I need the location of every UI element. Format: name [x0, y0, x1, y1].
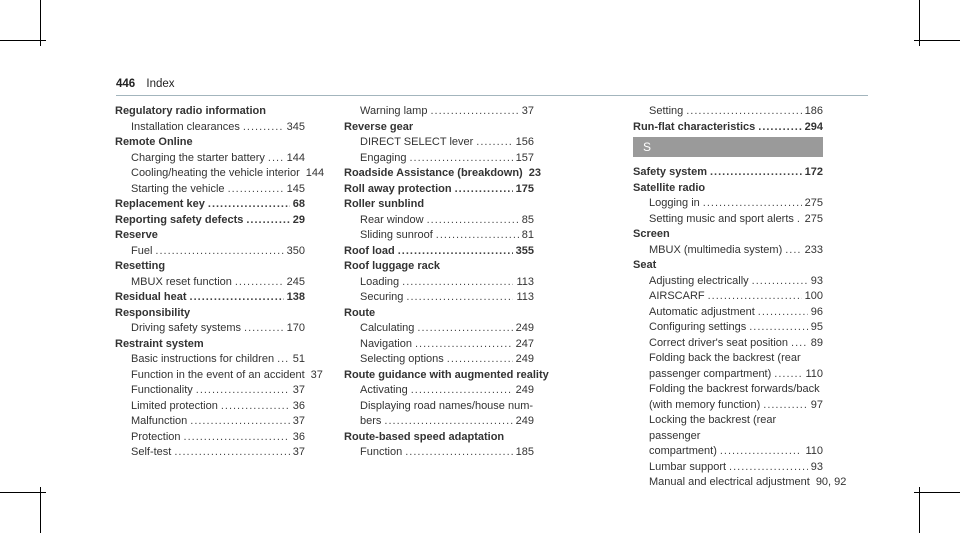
entry-text: Selecting options	[360, 353, 444, 365]
index-subentry[interactable]	[115, 399, 305, 415]
entry-text: Securing	[360, 291, 404, 303]
page-reference[interactable]: 113	[516, 275, 534, 288]
entry-text: Automatic adjustment	[649, 305, 755, 318]
page-header	[116, 78, 175, 90]
index-subentry[interactable]	[115, 352, 305, 368]
entry-text: Residual heat	[115, 291, 187, 303]
page-reference[interactable]: 172	[804, 166, 823, 178]
index-subentry[interactable]	[344, 228, 534, 244]
index-subentry[interactable]	[115, 151, 305, 167]
entry-text: passenger compartment)	[649, 367, 772, 380]
entry-text: Rear window	[360, 213, 424, 226]
dot-leader	[710, 165, 802, 181]
page-reference[interactable]: 175	[515, 182, 534, 195]
entry-text: Setting music and sport alerts	[649, 212, 794, 225]
page-reference[interactable]: 37	[521, 105, 534, 117]
entry-text: Seat	[633, 259, 657, 271]
index-entry-heading	[633, 227, 823, 243]
entry-text: Lumbar support	[649, 460, 727, 473]
index-column-1	[115, 104, 325, 461]
index-subentry[interactable]	[115, 430, 305, 446]
entry-text: bers	[360, 415, 382, 427]
dot-leader	[235, 275, 284, 291]
page-reference[interactable]: 97	[810, 398, 823, 411]
entry-text: Basic instructions for children	[131, 353, 275, 365]
dot-leader	[752, 274, 808, 290]
index-subentry[interactable]	[633, 460, 823, 476]
entry-text: Remote Online	[115, 136, 193, 148]
index-entry-heading[interactable]	[633, 120, 823, 136]
page-reference[interactable]: 93	[810, 460, 823, 473]
page-reference[interactable]: 89	[810, 336, 823, 349]
index-subentry[interactable]	[344, 151, 534, 167]
entry-text: Loading	[360, 275, 400, 288]
index-entry-heading	[344, 120, 534, 136]
entry-text: Reserve	[115, 229, 158, 241]
dot-leader	[447, 352, 513, 368]
index-subentry[interactable]	[115, 244, 305, 260]
page-reference[interactable]: 156	[515, 136, 534, 148]
dot-leader	[430, 104, 518, 120]
index-subentry[interactable]	[115, 383, 305, 399]
dot-leader	[184, 430, 290, 446]
index-entry-heading[interactable]	[115, 213, 305, 229]
page-reference[interactable]: 170	[286, 322, 305, 334]
entry-text: Sliding sunroof	[360, 229, 433, 241]
index-entry-heading[interactable]	[344, 182, 534, 198]
dot-leader	[228, 182, 284, 198]
page-reference[interactable]: 29	[292, 213, 305, 226]
page-reference[interactable]: 275	[804, 197, 823, 209]
dot-leader	[686, 104, 801, 120]
entry-text: (with memory function)	[649, 398, 761, 411]
letter-section-heading: S	[633, 137, 823, 157]
index-subentry[interactable]	[633, 367, 823, 383]
index-subentry[interactable]	[115, 368, 323, 384]
page-reference[interactable]: 96	[810, 305, 823, 318]
entry-text: Roll away protection	[344, 182, 452, 195]
index-entry-heading[interactable]	[115, 290, 305, 306]
index-subentry[interactable]	[344, 352, 534, 368]
page-reference[interactable]: 51	[292, 353, 305, 365]
entry-text: Responsibility	[115, 306, 191, 319]
entry-text: Route-based speed adaptation	[344, 430, 505, 443]
index-entry-heading	[344, 368, 549, 384]
dot-leader	[406, 290, 513, 306]
index-subentry[interactable]	[344, 337, 534, 353]
dot-leader	[791, 336, 808, 352]
dot-leader	[729, 460, 808, 476]
entry-text: Manual and electrical adjustment	[649, 476, 810, 488]
entry-text: Restraint system	[115, 337, 204, 350]
entry-text: Roadside Assistance (breakdown)	[344, 167, 523, 179]
page-reference[interactable]: 36	[292, 430, 305, 443]
dot-leader	[427, 213, 519, 229]
page-reference[interactable]: 245	[286, 275, 305, 288]
entry-text: Roof luggage rack	[344, 260, 440, 272]
entry-text: Functionality	[131, 384, 193, 396]
page-reference[interactable]: 186	[804, 105, 823, 117]
entry-text: Self-test	[131, 446, 172, 458]
page-reference[interactable]: 36	[292, 399, 305, 412]
dot-leader	[243, 120, 284, 136]
entry-text: Adjusting electrically	[649, 274, 749, 287]
dot-leader	[703, 196, 802, 212]
index-entry-heading[interactable]	[344, 244, 534, 260]
entry-text: Configuring settings	[649, 321, 747, 333]
entry-text: Warning lamp	[360, 105, 428, 117]
page-reference[interactable]: 113	[516, 291, 534, 303]
dot-leader	[268, 151, 284, 167]
index-subentry[interactable]	[633, 274, 823, 290]
dot-leader	[785, 243, 801, 259]
entry-text: Malfunction	[131, 415, 188, 427]
index-subentry[interactable]	[115, 321, 305, 337]
entry-text: Regulatory radio information	[115, 105, 266, 117]
dot-leader	[190, 290, 284, 306]
dot-leader	[398, 244, 513, 260]
index-subentry[interactable]	[115, 120, 305, 136]
entry-text: Correct driver's seat position	[649, 336, 789, 349]
entry-text: Driving safety systems	[131, 322, 242, 334]
page-reference[interactable]: 350	[286, 244, 305, 257]
page-reference[interactable]: 144	[286, 151, 305, 164]
entry-text: Reporting safety defects	[115, 213, 244, 226]
dot-leader	[221, 399, 290, 415]
page-reference[interactable]: 233	[804, 243, 823, 256]
dot-leader	[774, 367, 802, 383]
entry-text: Satellite radio	[633, 181, 706, 194]
entry-text: Calculating	[360, 322, 415, 334]
entry-text: MBUX (multimedia system)	[649, 243, 783, 256]
index-subentry[interactable]	[344, 290, 534, 306]
index-subentry[interactable]	[344, 104, 534, 120]
entry-text: Engaging	[360, 151, 407, 164]
entry-text: Folding back the backrest (rear	[649, 352, 801, 364]
index-subentry[interactable]	[344, 383, 534, 399]
index-entry-heading[interactable]	[115, 197, 305, 213]
entry-text: Cooling/heating the vehicle interior	[131, 167, 300, 179]
dot-leader	[708, 289, 802, 305]
page-reference[interactable]: 249	[515, 353, 534, 365]
index-subentry	[633, 351, 823, 367]
crop-mark	[919, 487, 920, 533]
index-subentry[interactable]	[344, 135, 534, 151]
dot-leader	[720, 444, 803, 460]
entry-text: Replacement key	[115, 198, 205, 210]
index-entry-heading	[344, 259, 534, 275]
dot-leader	[246, 213, 289, 229]
index-subentry[interactable]	[344, 275, 534, 291]
index-entry-heading	[633, 181, 823, 197]
page-reference[interactable]: 249	[515, 384, 534, 396]
index-entry-heading	[115, 228, 305, 244]
entry-text: Route	[344, 306, 376, 319]
page-number: 446	[116, 78, 136, 90]
entry-text: Folding the backrest forwards/back	[649, 383, 820, 395]
dot-leader	[196, 383, 290, 399]
page-reference[interactable]: 345	[286, 120, 305, 133]
page-reference[interactable]: 23	[528, 167, 541, 179]
entry-text: Function	[360, 446, 403, 458]
index-column-2	[344, 104, 549, 461]
page-reference[interactable]: 355	[515, 244, 534, 257]
index-entry-heading	[633, 258, 823, 274]
entry-text: Roof load	[344, 244, 395, 257]
dot-leader	[758, 305, 808, 321]
entry-text: Fuel	[131, 244, 153, 257]
index-subentry	[633, 413, 823, 444]
page-reference[interactable]: 37	[292, 446, 305, 458]
dot-leader	[244, 321, 284, 337]
dot-leader	[436, 228, 519, 244]
index-entry-heading[interactable]	[344, 166, 541, 182]
crop-mark	[914, 492, 960, 493]
index-entry-heading[interactable]	[633, 165, 823, 181]
index-subentry[interactable]	[633, 444, 823, 460]
entry-text: Function in the event of an accident	[131, 368, 305, 381]
page-reference[interactable]: 157	[515, 151, 534, 164]
entry-text: Safety system	[633, 166, 707, 178]
dot-leader	[758, 120, 801, 136]
page-reference[interactable]: 95	[810, 321, 823, 333]
entry-text: Resetting	[115, 260, 166, 272]
page-reference[interactable]: 185	[515, 446, 534, 458]
index-subentry[interactable]	[633, 243, 823, 259]
index-subentry[interactable]	[633, 289, 823, 305]
page-reference[interactable]: 90, 92	[815, 476, 847, 488]
section-title: Index	[146, 78, 175, 90]
index-entry-heading	[115, 135, 305, 151]
entry-text: Navigation	[360, 337, 412, 350]
page-reference[interactable]: 81	[521, 229, 534, 241]
page-reference[interactable]: 138	[286, 291, 305, 303]
crop-mark	[40, 487, 41, 533]
index-subentry[interactable]	[115, 166, 325, 182]
index-subentry[interactable]	[115, 182, 305, 198]
entry-text: Displaying road names/house num-	[360, 399, 534, 412]
index-subentry[interactable]	[633, 336, 823, 352]
dot-leader	[455, 182, 513, 198]
index-entry-heading	[344, 430, 534, 446]
index-entry-heading	[115, 104, 305, 120]
dot-leader	[411, 383, 513, 399]
index-entry-heading	[115, 259, 305, 275]
header-rule	[116, 95, 868, 96]
dot-leader	[476, 135, 512, 151]
index-subentry[interactable]	[633, 212, 823, 228]
index-entry-heading	[344, 306, 534, 322]
dot-leader	[405, 445, 512, 461]
index-subentry[interactable]	[633, 196, 823, 212]
index-subentry	[633, 382, 823, 398]
page-reference[interactable]: 247	[515, 337, 534, 350]
entry-text: Reverse gear	[344, 120, 414, 133]
page-reference[interactable]: 93	[810, 274, 823, 287]
page-reference[interactable]: 110	[805, 445, 823, 457]
entry-text: Roller sunblind	[344, 198, 425, 210]
entry-text: Activating	[360, 384, 408, 396]
dot-leader	[155, 244, 283, 260]
index-subentry[interactable]	[633, 305, 823, 321]
page-reference[interactable]: 100	[804, 290, 823, 302]
page-reference[interactable]: 85	[521, 213, 534, 226]
entry-text: Run-flat characteristics	[633, 120, 756, 133]
index-subentry[interactable]	[633, 398, 823, 414]
dot-leader	[763, 398, 807, 414]
page-reference[interactable]: 110	[805, 367, 823, 380]
crop-mark	[0, 40, 46, 41]
entry-text: DIRECT SELECT lever	[360, 136, 474, 148]
index-column-3	[633, 104, 847, 491]
crop-mark	[914, 40, 960, 41]
index-subentry[interactable]	[115, 445, 305, 461]
page-reference[interactable]: 144	[305, 167, 325, 179]
entry-text: Charging the starter battery	[131, 151, 265, 164]
index-subentry[interactable]	[115, 414, 305, 430]
entry-text: Installation clearances	[131, 120, 240, 133]
entry-text: AIRSCARF	[649, 290, 705, 302]
dot-leader	[797, 212, 802, 228]
dot-leader	[402, 275, 513, 291]
page-reference[interactable]: 37	[292, 415, 305, 427]
dot-leader	[415, 337, 513, 353]
index-entry-heading	[115, 306, 305, 322]
entry-text: Protection	[131, 430, 181, 443]
entry-text: Locking the backrest (rear passenger	[649, 414, 777, 442]
crop-mark	[0, 492, 46, 493]
index-entry-heading	[344, 197, 534, 213]
entry-text: Route guidance with augmented reality	[344, 368, 549, 381]
dot-leader	[190, 414, 289, 430]
index-subentry[interactable]	[115, 275, 305, 291]
index-entry-heading	[115, 337, 305, 353]
index-subentry[interactable]	[344, 321, 534, 337]
dot-leader	[174, 445, 289, 461]
dot-leader	[410, 151, 513, 167]
index-subentry	[344, 399, 534, 415]
entry-text: Limited protection	[131, 399, 218, 412]
entry-text: Starting the vehicle	[131, 182, 225, 195]
entry-text: Screen	[633, 228, 670, 240]
dot-leader	[749, 320, 808, 336]
entry-text: compartment)	[649, 445, 717, 457]
page-reference[interactable]: 37	[292, 384, 305, 396]
dot-leader	[417, 321, 512, 337]
page-reference[interactable]: 249	[515, 322, 534, 334]
dot-leader	[277, 352, 290, 368]
page-reference[interactable]: 37	[310, 368, 323, 381]
index-subentry[interactable]	[633, 104, 823, 120]
page-reference[interactable]: 275	[804, 212, 823, 225]
entry-text: Setting	[649, 105, 684, 117]
index-subentry[interactable]	[344, 445, 534, 461]
entry-text: MBUX reset function	[131, 275, 232, 288]
dot-leader	[384, 414, 512, 430]
page-reference[interactable]: 249	[515, 415, 534, 427]
entry-text: Logging in	[649, 197, 700, 209]
page-reference[interactable]: 294	[804, 120, 823, 133]
page-reference[interactable]: 68	[292, 198, 305, 210]
index-subentry[interactable]	[633, 475, 847, 491]
index-subentry[interactable]	[633, 320, 823, 336]
page-reference[interactable]: 145	[286, 182, 305, 195]
index-subentry[interactable]	[344, 414, 534, 430]
index-subentry[interactable]	[344, 213, 534, 229]
dot-leader	[208, 197, 290, 213]
